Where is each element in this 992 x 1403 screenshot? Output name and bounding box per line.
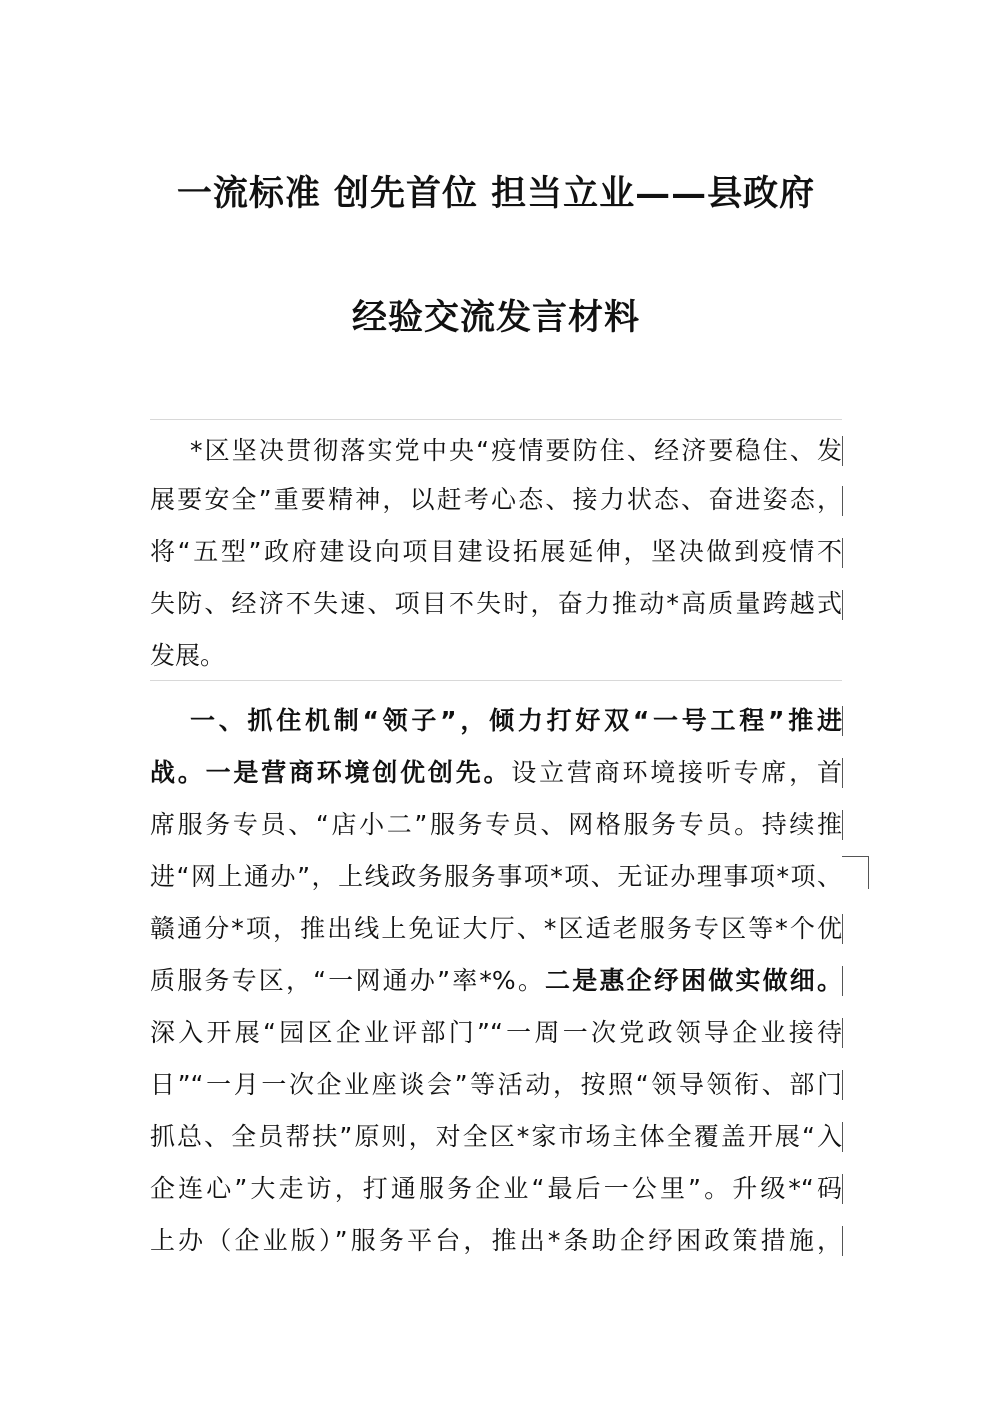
divider-middle [150,680,842,681]
intro-line: 展要安全”重要精神，以赶考心态、接力状态、奋进姿态， [150,485,842,514]
body-line: 上办（企业版）”服务平台，推出*条助企纾困政策措施， [150,1226,842,1255]
margin-mark [842,538,843,568]
body-line [150,964,842,998]
body-line: 席服务专员、“店小二”服务专员、网格服务专员。持续推 [150,810,842,839]
body-line: 企连心”大走访，打通服务企业“最后一公里”。升级*“码 [150,1174,842,1203]
document-title-line-2: 经验交流发言材料 [351,297,640,338]
margin-mark [842,436,843,466]
margin-mark [842,1174,843,1204]
intro-line: 失防、经济不失速、项目不失时，奋力推动*高质量跨越式 [150,589,842,618]
margin-mark [842,486,843,516]
margin-mark [842,706,843,736]
subheading-2: 二是惠企纾困做实做细。 [545,966,842,995]
document-title-line-1: 一流标准 创先首位 担当立业——县政府 [176,173,816,214]
divider-top [150,419,842,420]
intro-line: *区坚决贯彻落实党中央“疫情要防住、经济要稳住、发 [190,436,842,465]
margin-corner-mark [842,856,869,889]
margin-mark [842,758,843,788]
body-line: 抓总、全员帮扶”原则，对全区*家市场主体全覆盖开展“入 [150,1122,842,1151]
margin-mark [842,1122,843,1152]
body-line: 深入开展“园区企业评部门”“一周一次党政领导企业接待 [150,1018,842,1047]
margin-mark [842,810,843,840]
body-line [150,756,842,790]
subheading-1: 战。一是营商环境创优创先。 [150,758,512,787]
margin-mark [842,966,843,996]
body-line: 日”“一月一次企业座谈会”等活动，按照“领导领衔、部门 [150,1070,842,1099]
intro-line: 发展。 [150,641,226,670]
margin-mark [842,1018,843,1048]
margin-mark [842,914,843,944]
body-line: 赣通分*项，推出线上免证大厅、*区适老服务专区等*个优 [150,914,842,943]
margin-mark [842,1226,843,1256]
margin-mark [842,1070,843,1100]
body-line: 进“网上通办”，上线政务服务事项*项、无证办理事项*项、 [150,862,842,891]
margin-mark [842,590,843,620]
body-text: 质服务专区，“一网通办”率*%。 [150,966,546,995]
body-text: 设立营商环境接听专席，首 [511,758,842,787]
section-heading: 一、抓住机制“领子”，倾力打好双“一号工程”推进 [190,706,842,735]
intro-line: 将“五型”政府建设向项目建设拓展延伸，坚决做到疫情不 [150,537,842,566]
